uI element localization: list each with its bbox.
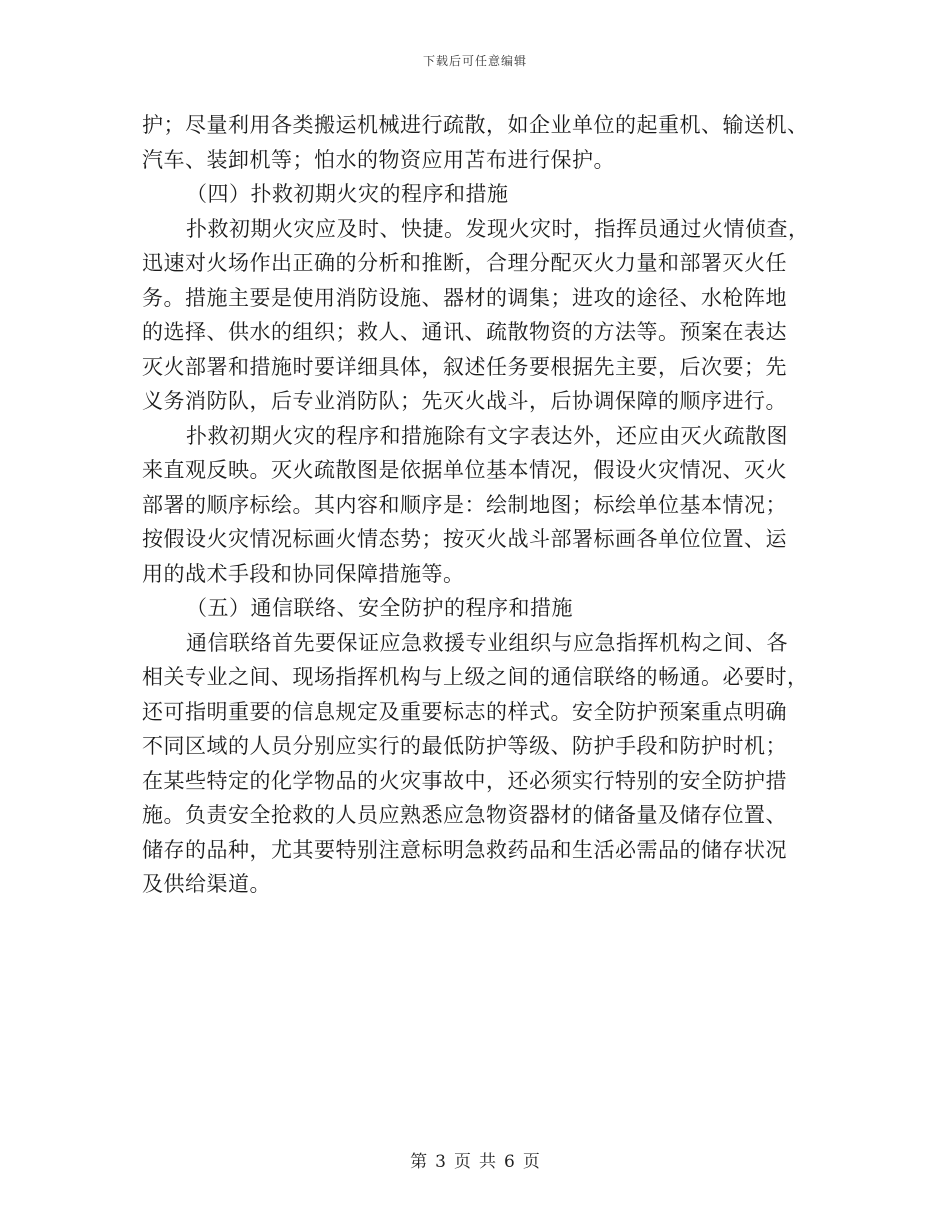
- footer-prefix: 第: [410, 1152, 428, 1172]
- text-line: 汽车、装卸机等；怕水的物资应用苫布进行保护。: [142, 147, 615, 172]
- text-line: 通信联络首先要保证应急救援专业组织与应急指挥机构之间、各: [186, 630, 788, 655]
- page-footer: [0, 1147, 950, 1172]
- text-line: 不同区域的人员分别应实行的最低防护等级、防护手段和防护时机；: [142, 734, 787, 758]
- text-line: 来直观反映。灭火疏散图是依据单位基本情况，假设火灾情况、灭火: [142, 458, 787, 482]
- text-line: 按假设火灾情况标画火情态势；按灭火战斗部署标画各单位位置、运: [142, 527, 787, 551]
- text-line: 部署的顺序标绘。其内容和顺序是：绘制地图；标绘单位基本情况；: [142, 492, 787, 517]
- text-line: 护；尽量利用各类搬运机械进行疏散，如企业单位的起重机、输送机、: [142, 113, 809, 137]
- text-line: 相关专业之间、现场指挥机构与上级之间的通信联络的畅通。必要时，: [142, 665, 809, 689]
- section-heading: （四）扑救初期火灾的程序和措施: [186, 182, 509, 206]
- text-line: 储存的品种，尤其要特别注意标明急救药品和生活必需品的储存状况: [142, 837, 787, 862]
- text-line: 灭火部署和措施时要详细具体，叙述任务要根据先主要，后次要；先: [142, 354, 787, 379]
- text-line: 施。负责安全抢救的人员应熟悉应急物资器材的储备量及储存位置、: [142, 803, 787, 827]
- text-line: 扑救初期火灾的程序和措施除有文字表达外，还应由灭火疏散图: [186, 423, 788, 448]
- text-line: 扑救初期火灾应及时、快捷。发现火灾时，指挥员通过火情侦查，: [186, 216, 810, 241]
- footer-page-word: 页: [454, 1152, 471, 1172]
- page-number: 3: [435, 1152, 446, 1172]
- text-line: 及供给渠道。: [142, 872, 271, 896]
- text-line: 的选择、供水的组织；救人、通讯、疏散物资的方法等。预案在表达: [142, 320, 787, 344]
- text-line: 在某些特定的化学物品的火灾事故中，还必须实行特别的安全防护措: [142, 768, 787, 793]
- text-line: 还可指明重要的信息规定及重要标志的样式。安全防护预案重点明确: [142, 699, 787, 724]
- text-line: 义务消防队，后专业消防队；先灭火战斗，后协调保障的顺序进行。: [142, 389, 787, 413]
- body-text: [142, 108, 814, 902]
- text-line: 用的战术手段和协同保障措施等。: [142, 561, 465, 586]
- text-line: 务。措施主要是使用消防设施、器材的调集；进攻的途径、水枪阵地: [142, 285, 787, 310]
- footer-suffix: 页: [522, 1152, 540, 1172]
- page-header: 下载后可任意编辑: [422, 54, 527, 68]
- section-heading: （五）通信联络、安全防护的程序和措施: [186, 596, 573, 620]
- footer-total-word: 共: [479, 1152, 496, 1172]
- text-line: 迅速对火场作出正确的分析和推断，合理分配灭火力量和部署灭火任: [142, 251, 787, 275]
- page-total: 6: [504, 1152, 515, 1172]
